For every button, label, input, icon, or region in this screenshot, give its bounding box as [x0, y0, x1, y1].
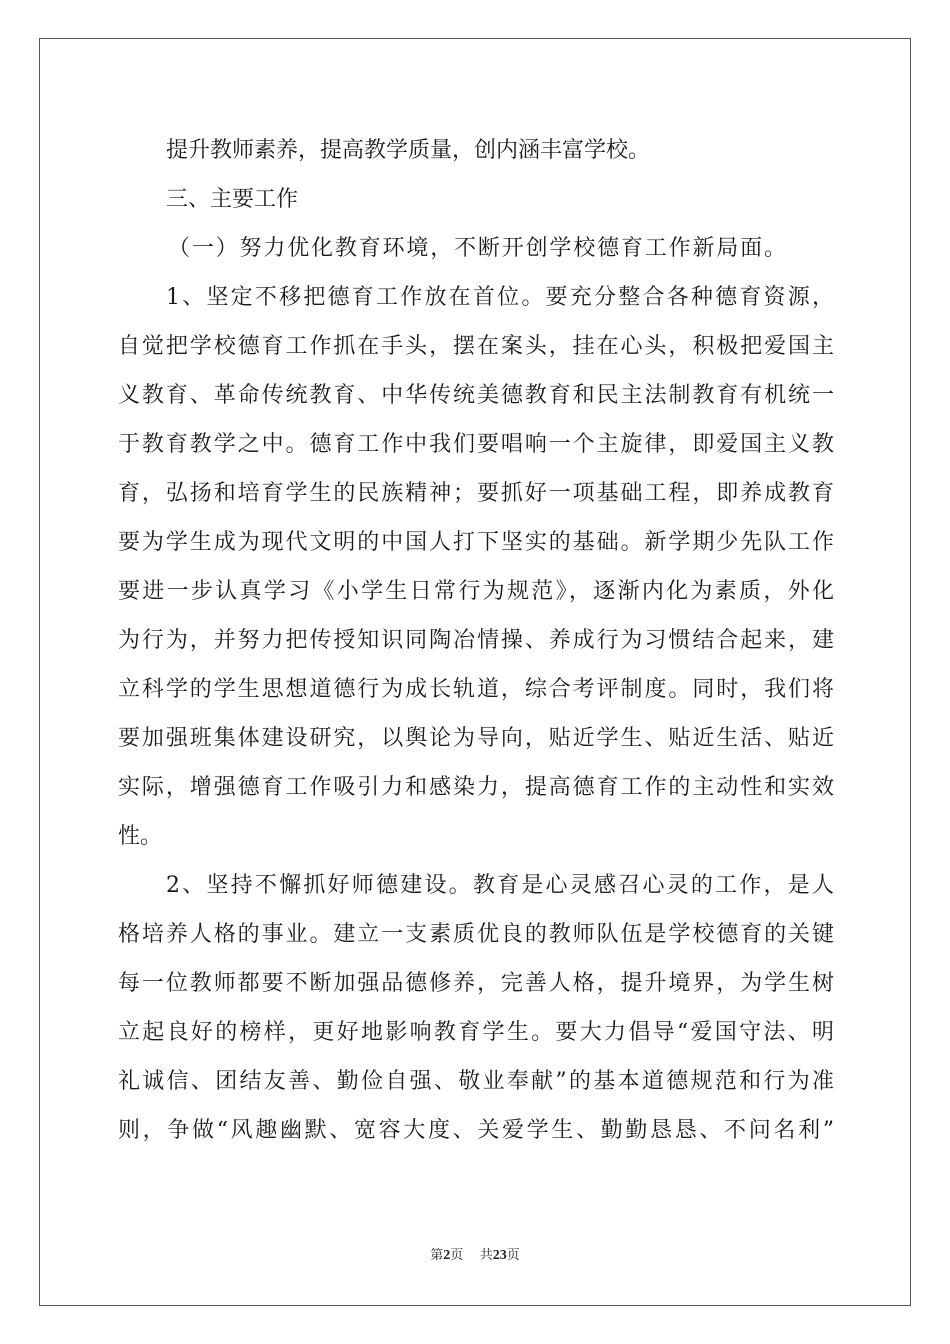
- page-footer: [0, 1247, 950, 1265]
- body-line-14: 实际，增强德育工作吸引力和感染力，提高德育工作的主动性和实效: [118, 775, 834, 800]
- body-line-6: 义教育、革命传统教育、中华传统美德教育和民主法制教育有机统一: [118, 383, 834, 408]
- footer-page-suffix: 页: [450, 1248, 464, 1263]
- footer-page-number: 2: [443, 1248, 451, 1263]
- body-line-21: 则，争做“风趣幽默、宽容大度、关爱学生、勤勤恳恳、不问名利”: [118, 1118, 834, 1143]
- body-line-7: 于教育教学之中。德育工作中我们要唱响一个主旋律，即爱国主义教: [118, 432, 834, 457]
- body-line-16: 2、坚持不懈抓好师德建设。教育是心灵感召心灵的工作，是人: [166, 873, 834, 898]
- body-line-12: 立科学的学生思想道德行为成长轨道，综合考评制度。同时，我们将: [118, 677, 834, 702]
- footer-total-suffix: 页: [506, 1248, 520, 1263]
- body-line-5: 自觉把学校德育工作抓在手头，摆在案头，挂在心头，积极把爱国主: [118, 334, 834, 359]
- body-line-8: 育，弘扬和培育学生的民族精神；要抓好一项基础工程，即养成教育: [118, 481, 834, 506]
- body-line-19: 立起良好的榜样，更好地影响教育学生。要大力倡导“爱国守法、明: [118, 1020, 834, 1045]
- body-line-13: 要加强班集体建设研究，以舆论为导向，贴近学生、贴近生活、贴近: [118, 726, 834, 751]
- body-line-15: 性。: [118, 824, 163, 849]
- body-line-9: 要为学生成为现代文明的中国人打下坚实的基础。新学期少先队工作: [118, 530, 834, 555]
- footer-total-pages: 23: [492, 1248, 507, 1263]
- body-line-18: 每一位教师都要不断加强品德修养，完善人格，提升境界，为学生树: [118, 971, 834, 996]
- body-line-20: 礼诚信、团结友善、勤俭自强、敬业奉献”的基本道德规范和行为准: [118, 1069, 834, 1094]
- footer-page-prefix: 第: [430, 1248, 444, 1263]
- section-heading: 三、主要工作: [166, 187, 299, 212]
- body-line-10: 要进一步认真学习《小学生日常行为规范》，逐渐内化为素质，外化: [118, 579, 834, 604]
- footer-total-prefix: 共: [479, 1248, 493, 1263]
- body-line-1: 提升教师素养，提高教学质量，创内涵丰富学校。: [166, 138, 651, 163]
- body-line-17: 格培养人格的事业。建立一支素质优良的教师队伍是学校德育的关键: [118, 922, 834, 947]
- body-line-11: 为行为，并努力把传授知识同陶冶情操、养成行为习惯结合起来，建: [118, 628, 834, 653]
- subsection-heading: （一）努力优化教育环境，不断开创学校德育工作新局面。: [168, 236, 786, 261]
- body-line-4: 1、坚定不移把德育工作放在首位。要充分整合各种德育资源，: [166, 285, 834, 310]
